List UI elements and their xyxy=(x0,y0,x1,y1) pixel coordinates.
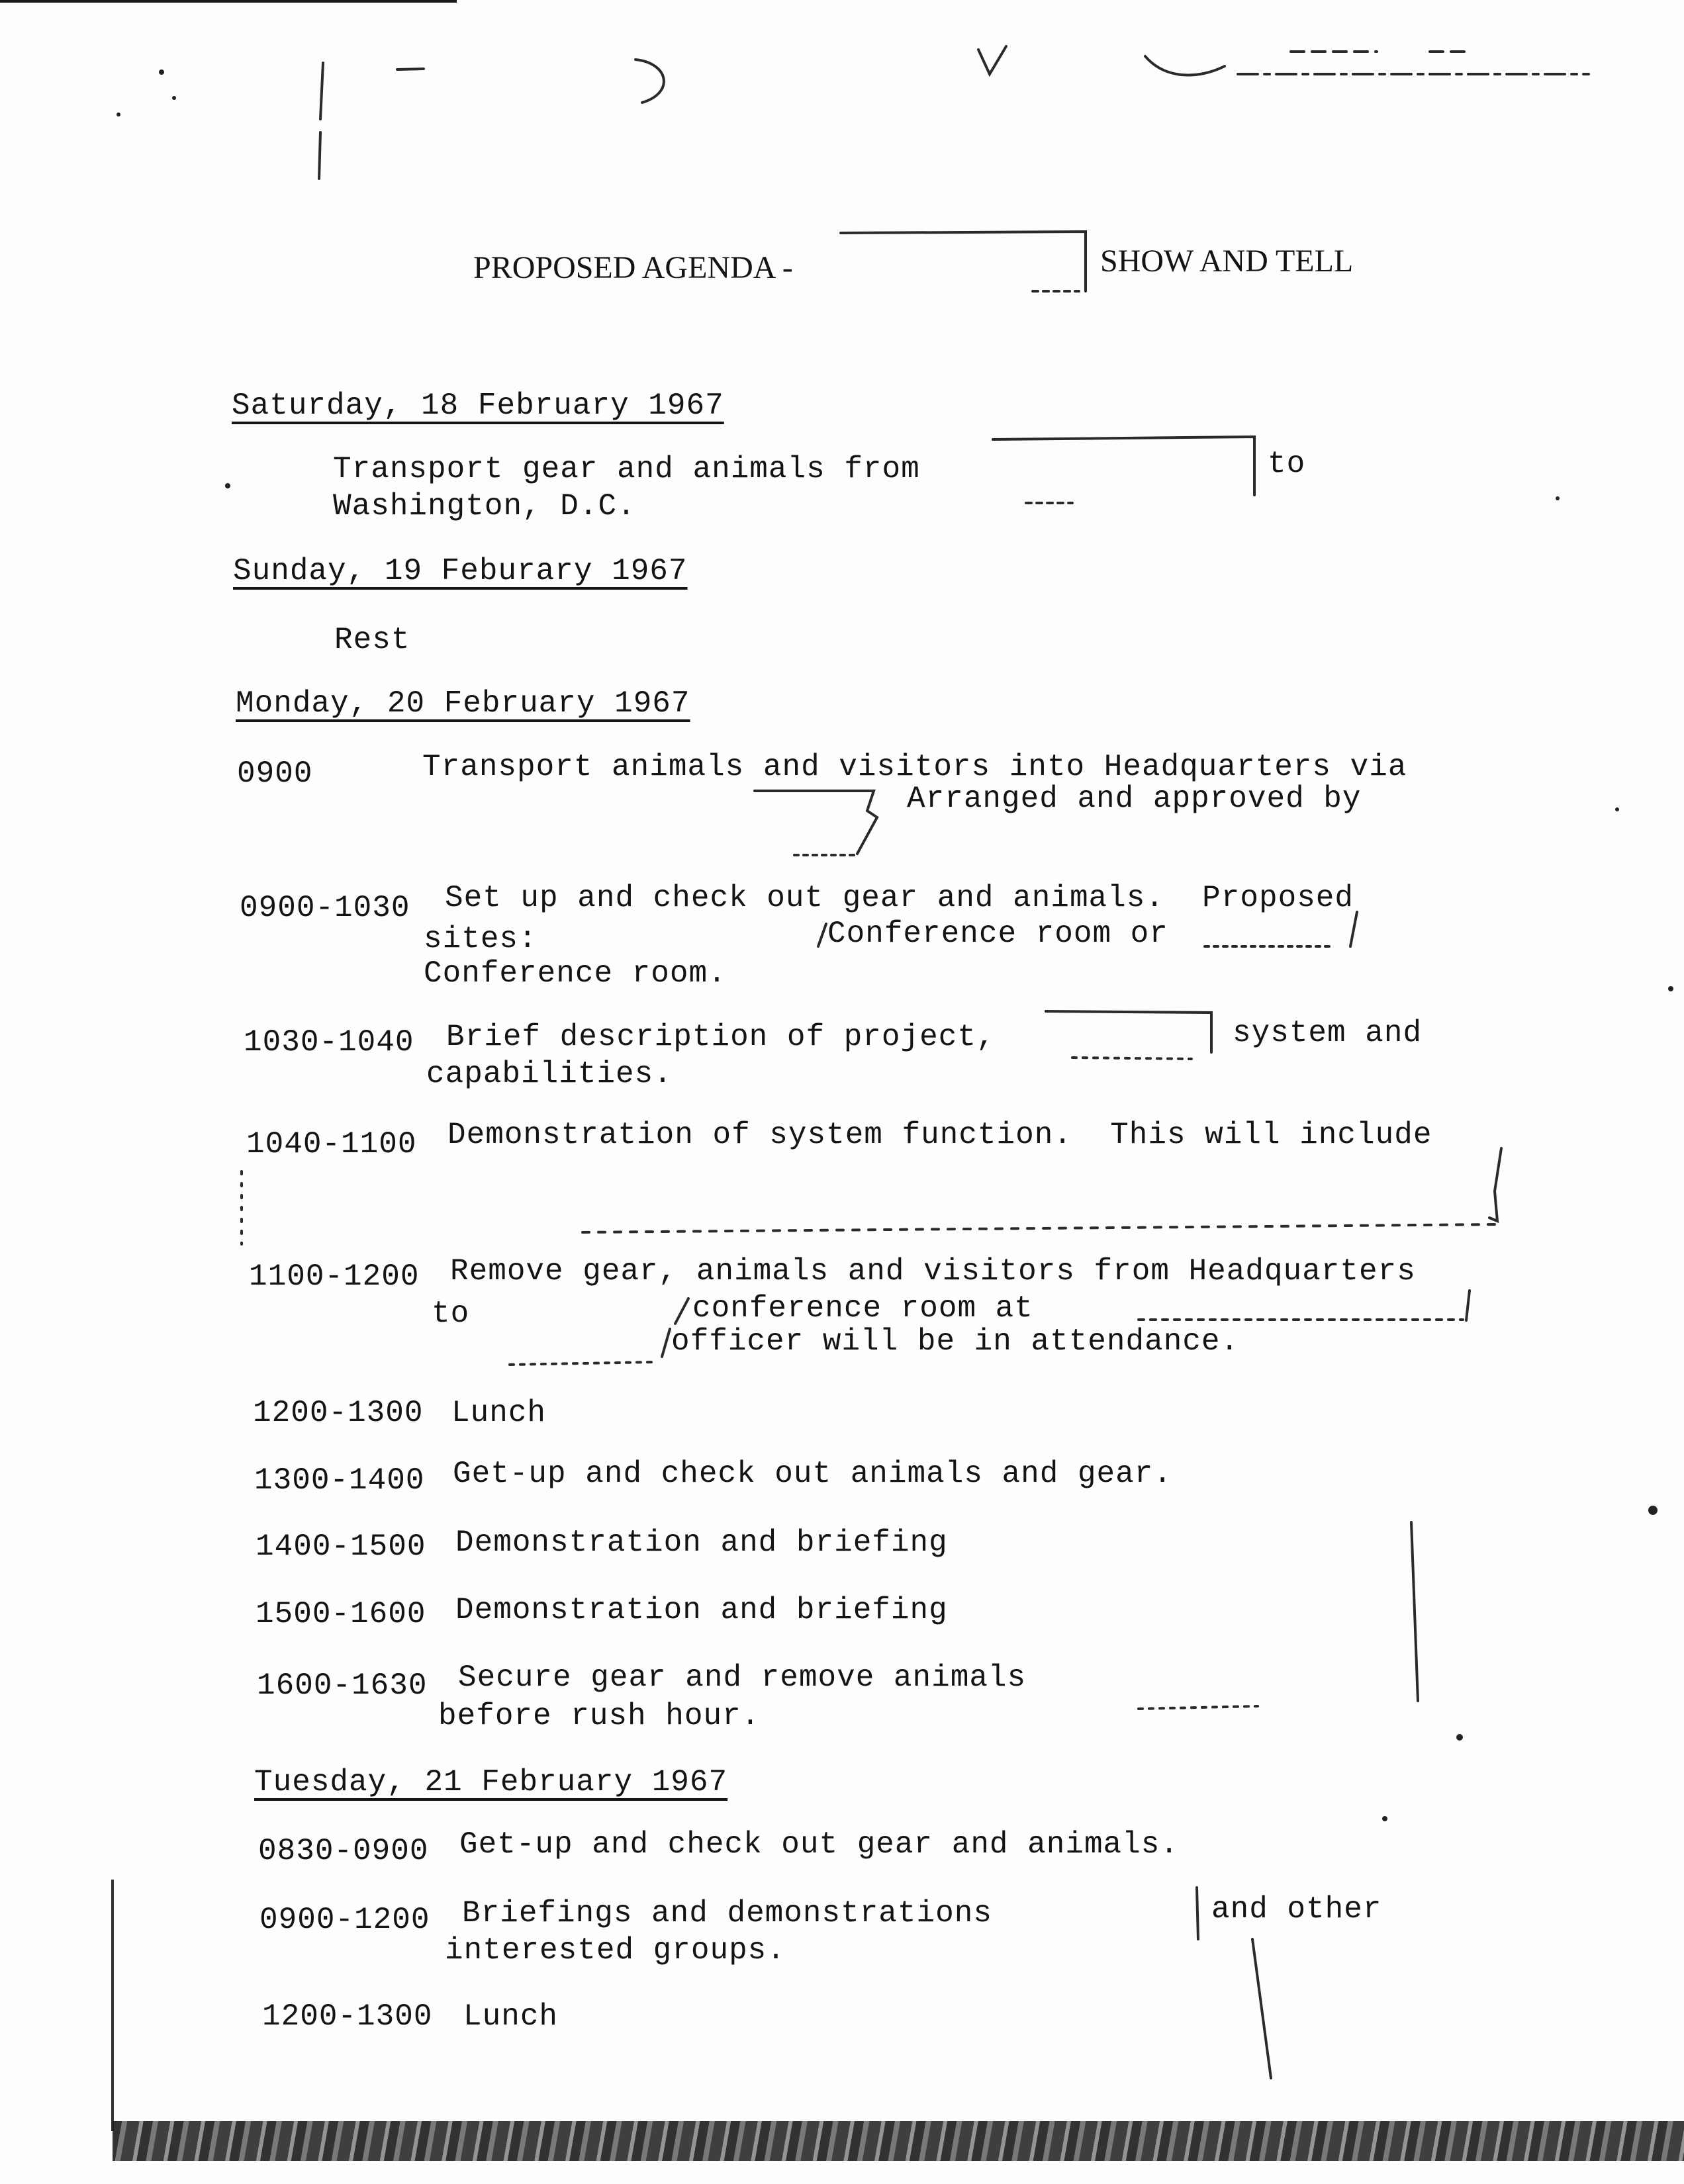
entry-text: capabilities. xyxy=(426,1057,673,1091)
entry-text: Set up and check out gear and animals. Proposed xyxy=(445,881,1354,915)
entry-time: 0900-1030 xyxy=(240,891,410,925)
entry-text: Remove gear, animals and visitors from Headquarters xyxy=(450,1254,1416,1289)
entry-text: conference room at xyxy=(692,1291,1033,1326)
entry-time: 1600-1630 xyxy=(257,1668,428,1703)
speck xyxy=(225,483,230,488)
entry-time: 1200-1300 xyxy=(262,1999,433,2034)
entry-time: 1500-1600 xyxy=(256,1597,426,1631)
speck xyxy=(1556,496,1560,500)
entry-text: Arranged and approved by xyxy=(907,782,1362,816)
speck xyxy=(1456,1734,1463,1741)
entry-text: system and xyxy=(1233,1016,1423,1050)
entry-time: 1200-1300 xyxy=(253,1396,424,1430)
entry-text: Conference room or xyxy=(827,917,1168,951)
entry-text: Lunch xyxy=(463,1999,559,2034)
entry-time: 0830-0900 xyxy=(258,1834,429,1868)
saturday-line-2: Washington, D.C. xyxy=(333,489,636,523)
speck xyxy=(159,69,164,75)
entry-time: 1400-1500 xyxy=(256,1529,426,1564)
speck xyxy=(1668,986,1673,991)
entry-text: Get-up and check out animals and gear. xyxy=(453,1457,1172,1491)
left-margin-line xyxy=(111,1880,114,2131)
title-right: SHOW AND TELL xyxy=(1100,244,1354,279)
speck xyxy=(117,113,120,116)
entry-text: and other xyxy=(1211,1892,1382,1927)
entry-time: 1100-1200 xyxy=(249,1259,420,1294)
entry-text: to xyxy=(432,1297,470,1331)
entry-time: 0900-1200 xyxy=(259,1903,430,1937)
entry-text: sites: xyxy=(424,922,538,956)
entry-text: Brief description of project, xyxy=(446,1020,996,1054)
entry-text: Get-up and check out gear and animals. xyxy=(459,1827,1179,1862)
entry-text: Transport animals and visitors into Headquarters via xyxy=(422,750,1407,784)
entry-text: Lunch xyxy=(451,1396,547,1430)
section-heading-tuesday: Tuesday, 21 February 1967 xyxy=(254,1765,728,1799)
speck xyxy=(1382,1816,1387,1821)
entry-time: 1300-1400 xyxy=(254,1463,425,1498)
speck xyxy=(1615,807,1619,811)
title-left: PROPOSED AGENDA - xyxy=(473,250,793,285)
saturday-line-1: Transport gear and animals from xyxy=(333,452,920,486)
speck xyxy=(1648,1506,1658,1515)
section-heading-sunday: Sunday, 19 Feburary 1967 xyxy=(233,554,688,588)
entry-time: 1040-1100 xyxy=(246,1127,417,1161)
entry-text: Briefings and demonstrations xyxy=(462,1896,992,1931)
entry-text: before rush hour. xyxy=(438,1699,761,1733)
entry-text: Secure gear and remove animals xyxy=(458,1661,1027,1695)
entry-text: Demonstration of system function. This will include xyxy=(447,1118,1432,1152)
entry-time: 0900 xyxy=(237,756,313,791)
saturday-line-to: to xyxy=(1268,447,1306,481)
entry-text: interested groups. xyxy=(445,1933,786,1968)
section-heading-monday: Monday, 20 February 1967 xyxy=(236,686,690,721)
entry-text: Demonstration and briefing xyxy=(455,1525,948,1560)
sunday-line-1: Rest xyxy=(334,623,410,657)
entry-text: Conference room. xyxy=(424,956,727,991)
bottom-scan-band xyxy=(113,2121,1684,2161)
section-heading-saturday: Saturday, 18 February 1967 xyxy=(232,388,724,423)
entry-text: Demonstration and briefing xyxy=(455,1593,948,1627)
entry-time: 1030-1040 xyxy=(244,1025,414,1060)
speck xyxy=(172,96,176,100)
entry-text: officer will be in attendance. xyxy=(671,1324,1240,1359)
